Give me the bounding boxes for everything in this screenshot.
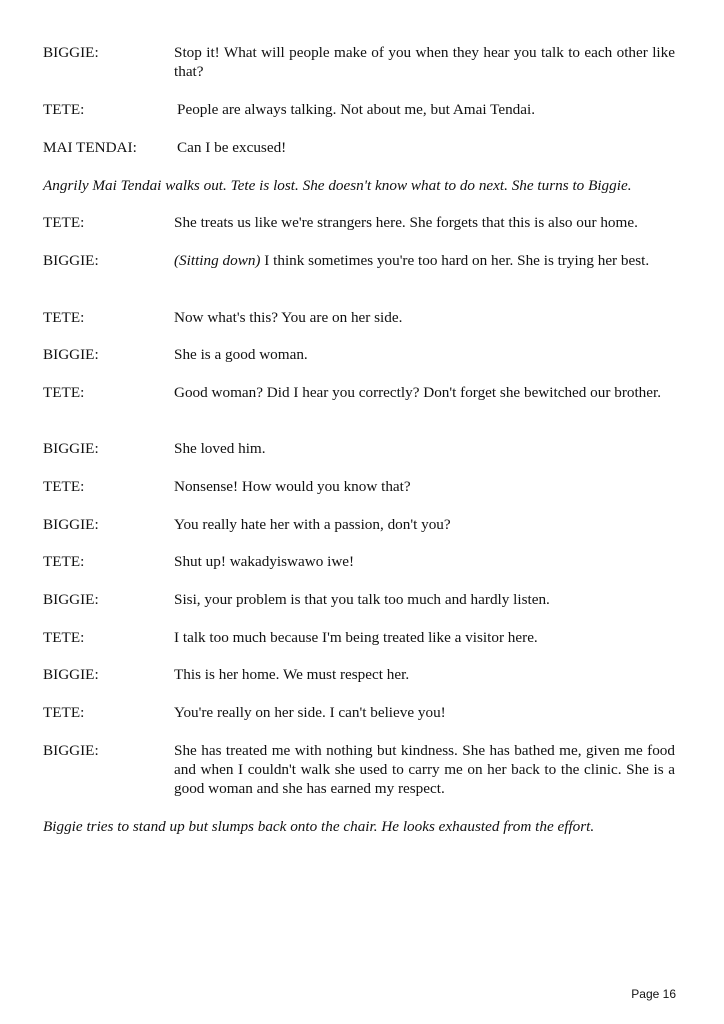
dialogue-text: She loved him.: [174, 440, 266, 457]
dialogue-text: Can I be excused!: [177, 139, 287, 156]
speaker-name: BIGGIE:: [43, 252, 99, 269]
dialogue-text: You really hate her with a passion, don't you?: [174, 516, 451, 533]
page-number: Page 16: [631, 987, 676, 1001]
dialogue-text: This is her home. We must respect her.: [174, 666, 410, 683]
speaker-name: TETE:: [43, 704, 85, 721]
speaker-name: TETE:: [43, 629, 85, 646]
dialogue-line: [43, 383, 675, 402]
speaker-name: TETE:: [43, 101, 85, 118]
dialogue-line: [43, 628, 675, 647]
speaker-name: MAI TENDAI:: [43, 139, 137, 156]
dialogue-line: [43, 43, 675, 81]
speaker-name: TETE:: [43, 478, 85, 495]
stage-direction: Biggie tries to stand up but slumps back onto the chair. He looks exhausted from the effort.: [43, 818, 595, 835]
dialogue-line: [43, 665, 675, 684]
speaker-name: TETE:: [43, 553, 85, 570]
dialogue-line: [43, 477, 675, 496]
dialogue-text: Good woman? Did I hear you correctly? Don't forget she bewitched our brother.: [174, 384, 662, 401]
dialogue-line: [43, 515, 675, 534]
speaker-name: TETE:: [43, 214, 85, 231]
speaker-name: BIGGIE:: [43, 742, 99, 759]
dialogue-line: [43, 100, 675, 119]
dialogue-line: [43, 590, 675, 609]
speaker-name: BIGGIE:: [43, 516, 99, 533]
dialogue-line: [43, 308, 675, 327]
dialogue-text: Shut up! wakadyiswawo iwe!: [174, 553, 355, 570]
dialogue-text: Now what's this? You are on her side.: [174, 309, 403, 326]
speaker-name: BIGGIE:: [43, 346, 99, 363]
dialogue-text: [174, 251, 675, 270]
dialogue-text: Sisi, your problem is that you talk too much and hardly listen.: [174, 591, 550, 608]
speaker-name: TETE:: [43, 384, 85, 401]
dialogue-text: You're really on her side. I can't believe you!: [174, 704, 446, 721]
dialogue-line: [43, 741, 675, 798]
dialogue-text: Stop it! What will people make of you when they hear you talk to each other like that?: [174, 44, 675, 80]
dialogue-line: [43, 138, 675, 157]
dialogue-text-body: I think sometimes you're too hard on her. She is trying her best.: [260, 252, 650, 269]
dialogue-text: Nonsense! How would you know that?: [174, 478, 411, 495]
stage-direction: Angrily Mai Tendai walks out. Tete is lost. She doesn't know what to do next. She turns to Biggie.: [43, 177, 632, 194]
dialogue-line: [43, 345, 675, 364]
speaker-name: TETE:: [43, 309, 85, 326]
dialogue-text: She has treated me with nothing but kindness. She has bathed me, given me food and when I couldn't walk she used to carry me on her back to the clinic. She is a good woman and she has earned my respect.: [174, 742, 675, 797]
dialogue-line: [43, 552, 675, 571]
inline-stage-direction: (Sitting down): [174, 252, 261, 269]
dialogue-text: I talk too much because I'm being treated like a visitor here.: [174, 629, 538, 646]
dialogue-text: People are always talking. Not about me, but Amai Tendai.: [177, 101, 536, 118]
speaker-name: BIGGIE:: [43, 666, 99, 683]
dialogue-line: [43, 213, 675, 232]
dialogue-text: She is a good woman.: [174, 346, 308, 363]
dialogue-line: [43, 439, 675, 458]
speaker-name: BIGGIE:: [43, 591, 99, 608]
dialogue-line: [43, 703, 675, 722]
speaker-name: BIGGIE:: [43, 44, 99, 61]
speaker-name: BIGGIE:: [43, 440, 99, 457]
dialogue-text: She treats us like we're strangers here. She forgets that this is also our home.: [174, 214, 638, 231]
dialogue-line: [43, 251, 675, 270]
